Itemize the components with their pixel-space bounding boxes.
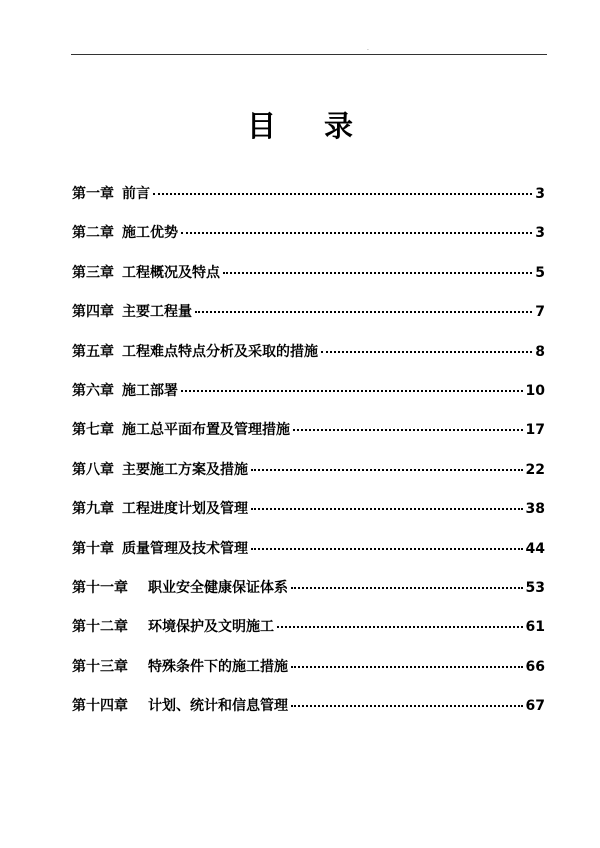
toc-page-number: 7 <box>535 304 545 321</box>
toc-dot-leader <box>293 429 523 431</box>
toc-chapter-number: 第七章 <box>72 422 114 439</box>
toc-chapter-title: 计划、统计和信息管理 <box>148 698 288 715</box>
toc-dot-leader <box>251 548 523 550</box>
toc-page-number: 61 <box>525 619 545 636</box>
header-rule <box>71 54 547 55</box>
toc-chapter-title: 施工优势 <box>122 225 178 242</box>
toc-entry[interactable] <box>72 380 545 419</box>
toc-entry[interactable] <box>72 616 545 655</box>
toc-page-number: 38 <box>525 501 545 518</box>
toc-entry[interactable] <box>72 341 545 380</box>
toc-entry[interactable] <box>72 538 545 577</box>
header-mark: . <box>367 45 369 52</box>
toc-chapter-number: 第九章 <box>72 501 114 518</box>
toc-page-number: 67 <box>525 698 545 715</box>
toc-chapter-title: 工程进度计划及管理 <box>122 501 248 518</box>
toc-dot-leader <box>291 587 523 589</box>
toc-entry[interactable] <box>72 459 545 498</box>
toc-dot-leader <box>321 351 532 353</box>
toc-chapter-title: 环境保护及文明施工 <box>148 619 274 636</box>
toc-chapter-number: 第十章 <box>72 540 114 557</box>
toc-entry[interactable] <box>72 656 545 695</box>
toc-entry[interactable] <box>72 498 545 537</box>
toc-entry[interactable] <box>72 695 545 734</box>
toc-chapter-title: 特殊条件下的施工措施 <box>148 658 288 675</box>
toc-page-number: 44 <box>525 540 545 557</box>
toc-chapter-title: 职业安全健康保证体系 <box>148 579 288 596</box>
table-of-contents <box>72 183 545 734</box>
toc-entry[interactable] <box>72 262 545 301</box>
toc-page-number: 8 <box>535 343 545 360</box>
toc-chapter-title: 质量管理及技术管理 <box>122 540 248 557</box>
toc-chapter-title: 施工部署 <box>122 382 178 399</box>
toc-page-number: 53 <box>525 579 545 596</box>
toc-page-number: 3 <box>535 225 545 242</box>
toc-entry[interactable] <box>72 419 545 458</box>
toc-dot-leader <box>277 626 523 628</box>
page-title: 目录 <box>246 109 401 143</box>
toc-chapter-number: 第十三章 <box>72 658 128 675</box>
toc-chapter-number: 第六章 <box>72 382 114 399</box>
toc-chapter-number: 第五章 <box>72 343 114 360</box>
toc-page-number: 5 <box>535 264 545 281</box>
toc-chapter-number: 第十二章 <box>72 619 128 636</box>
toc-chapter-number: 第四章 <box>72 304 114 321</box>
toc-dot-leader <box>195 311 532 313</box>
toc-chapter-title: 工程难点特点分析及采取的措施 <box>122 343 318 360</box>
toc-chapter-number: 第八章 <box>72 461 114 478</box>
toc-chapter-title: 施工总平面布置及管理措施 <box>122 422 290 439</box>
toc-chapter-title: 主要工程量 <box>122 304 192 321</box>
toc-chapter-title: 主要施工方案及措施 <box>122 461 248 478</box>
toc-dot-leader <box>153 193 532 195</box>
toc-dot-leader <box>291 705 523 707</box>
toc-page-number: 66 <box>525 658 545 675</box>
toc-page-number: 3 <box>535 186 545 202</box>
toc-chapter-title: 工程概况及特点 <box>122 264 220 281</box>
toc-page-number: 10 <box>525 382 545 399</box>
toc-chapter-title: 前言 <box>122 186 150 202</box>
toc-chapter-number: 第十四章 <box>72 698 128 715</box>
toc-chapter-number: 第十一章 <box>72 579 128 596</box>
toc-dot-leader <box>223 272 532 274</box>
toc-dot-leader <box>251 508 523 510</box>
toc-entry[interactable] <box>72 301 545 340</box>
toc-entry[interactable] <box>72 222 545 261</box>
toc-chapter-number: 第二章 <box>72 225 114 242</box>
toc-page-number: 17 <box>525 422 545 439</box>
toc-dot-leader <box>291 666 523 668</box>
toc-chapter-number: 第一章 <box>72 186 114 202</box>
toc-dot-leader <box>181 232 532 234</box>
toc-dot-leader <box>181 390 523 392</box>
toc-dot-leader <box>251 469 523 471</box>
toc-page-number: 22 <box>525 461 545 478</box>
toc-chapter-number: 第三章 <box>72 264 114 281</box>
toc-entry[interactable] <box>72 183 545 222</box>
toc-entry[interactable] <box>72 577 545 616</box>
